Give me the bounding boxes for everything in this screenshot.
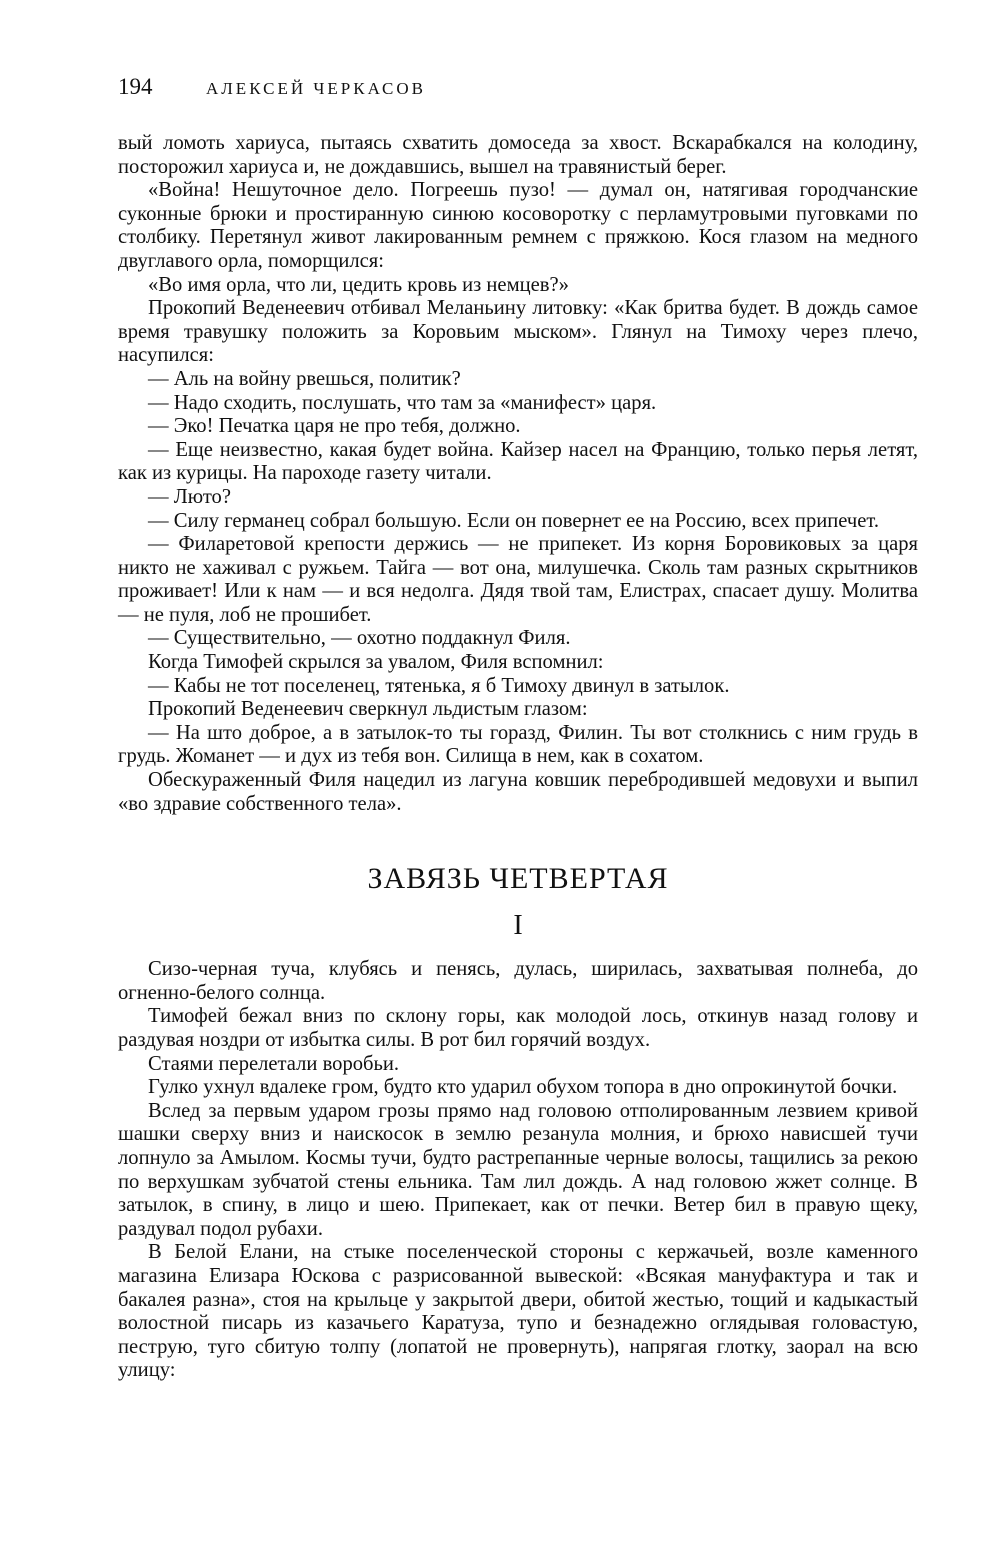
dialogue-line: — Надо сходить, послушать, что там за «манифест» царя.	[148, 391, 657, 414]
section-1-text	[118, 132, 918, 816]
dialogue-line: — Филаретовой крепости держись — не припекет. Из корня Боровиковых за царя никто не хаживал с ружьем. Тайга — вот она, милушечка. Сколь там разных скрытников проживает! Или к нам — и вся недолга. Дядя твой там, Елистрах, спасает душу. Молитва — не пуля, лоб не прошибет.	[118, 533, 918, 626]
paragraph: Сизо-черная туча, клубясь и пенясь, дулась, ширилась, захватывая полнеба, до огненно-белого солнца.	[118, 958, 918, 1004]
book-page	[118, 74, 918, 1383]
page-number: 194	[118, 74, 153, 99]
dialogue-line: — Кабы не тот поселенец, тятенька, я б Тимоху двинул в затылок.	[148, 674, 730, 697]
chapter-title: ЗАВЯЗЬ ЧЕТВЕРТАЯ	[367, 862, 669, 896]
paragraph: В Белой Елани, на стыке поселенческой стороны с кержачьей, возле каменного магазина Елизара Юскова с разрисованной вывеской: «Всякая мануфактура и так и бакалея разна», стоя на крыльце у закрытой двери, обитой жестью, тощий и кадыкастый волостной писарь из казачьего Каратуза, тупо и безнадежно оглядывая головастую, пеструю, туго сбитую толпу (лопатой не провернуть), напрягая глотку, заорал на всю улицу:	[118, 1241, 918, 1382]
paragraph: Прокопий Веденеевич сверкнул льдистым глазом:	[148, 698, 588, 721]
dialogue-line: — Еще неизвестно, какая будет война. Кайзер насел на Францию, только перья летят, как из курицы. На пароходе газету читали.	[118, 438, 918, 485]
dialogue-line: — Люто?	[148, 485, 231, 508]
running-head	[118, 74, 918, 132]
dialogue-line: — Аль на войну рвешься, политик?	[148, 367, 461, 390]
paragraph: Стаями перелетали воробьи.	[148, 1052, 400, 1075]
paragraph: Когда Тимофей скрылся за увалом, Филя вспомнил:	[148, 651, 604, 674]
dialogue-line: — На што доброе, а в затылок-то ты горазд, Филин. Ты вот столкнись с ним грудь в грудь. Жоманет — и дух из тебя вон. Силища в нем, как в сохатом.	[118, 721, 918, 768]
running-title: АЛЕКСЕЙ ЧЕРКАСОВ	[206, 79, 426, 98]
paragraph: Тимофей бежал вниз по склону горы, как молодой лось, откинув назад голову и раздувая ноздри от избытка силы. В рот бил горячий воздух.	[118, 1005, 918, 1051]
dialogue-line: — Существительно, — охотно поддакнул Филя.	[148, 627, 571, 650]
paragraph: Гулко ухнул вдалеке гром, будто кто ударил обухом топора в дно опрокинутой бочки.	[148, 1076, 898, 1099]
paragraph: Прокопий Веденеевич отбивал Меланьину литовку: «Как бритва будет. В дождь самое время травушку положить за Коровьим мыском». Глянул на Тимоху через плечо, насупился:	[118, 297, 918, 367]
paragraph: Вслед за первым ударом грозы прямо над головою отполированным лезвием кривой шашки сверху вниз и наискосок в землю резанула молния, и брюхо нависшей тучи лопнуло за Амылом. Космы тучи, будто растрепанные черные волосы, тащились за рекою по верхушкам зубчатой стены ельника. Там лил дождь. А над головою жжет солнце. В затылок, в спину, в лицо и шею. Припекает, как от печки. Ветер бил в правую щеку, раздувал подол рубахи.	[118, 1099, 918, 1240]
dialogue-line: — Силу германец собрал большую. Если он повернет ее на Россию, всех припечет.	[148, 509, 880, 532]
paragraph: «Во имя орла, что ли, цедить кровь из немцев?»	[148, 273, 569, 296]
chapter-number: I	[513, 910, 523, 942]
paragraph: Обескураженный Филя нацедил из лагуна ковшик перебродившей медовухи и выпил «во здравие собственного тела».	[118, 769, 918, 815]
paragraph: вый ломоть хариуса, пытаясь схватить домоседа за хвост. Вскарабкался на колодину, посторожил хариуса и, не дождавшись, вышел на травянистый берег.	[118, 132, 918, 178]
dialogue-line: — Эко! Печатка царя не про тебя, должно.	[148, 415, 521, 438]
paragraph: «Война! Нешуточное дело. Погреешь пузо! — думал он, натягивая городчанские суконные брюки и простиранную синюю косоворотку с перламутровыми пуговками по столбику. Перетянул живот лакированным ремнем с пряжкою. Кося глазом на медного двуглавого орла, поморщился:	[118, 179, 918, 272]
section-2-text	[118, 958, 918, 1383]
